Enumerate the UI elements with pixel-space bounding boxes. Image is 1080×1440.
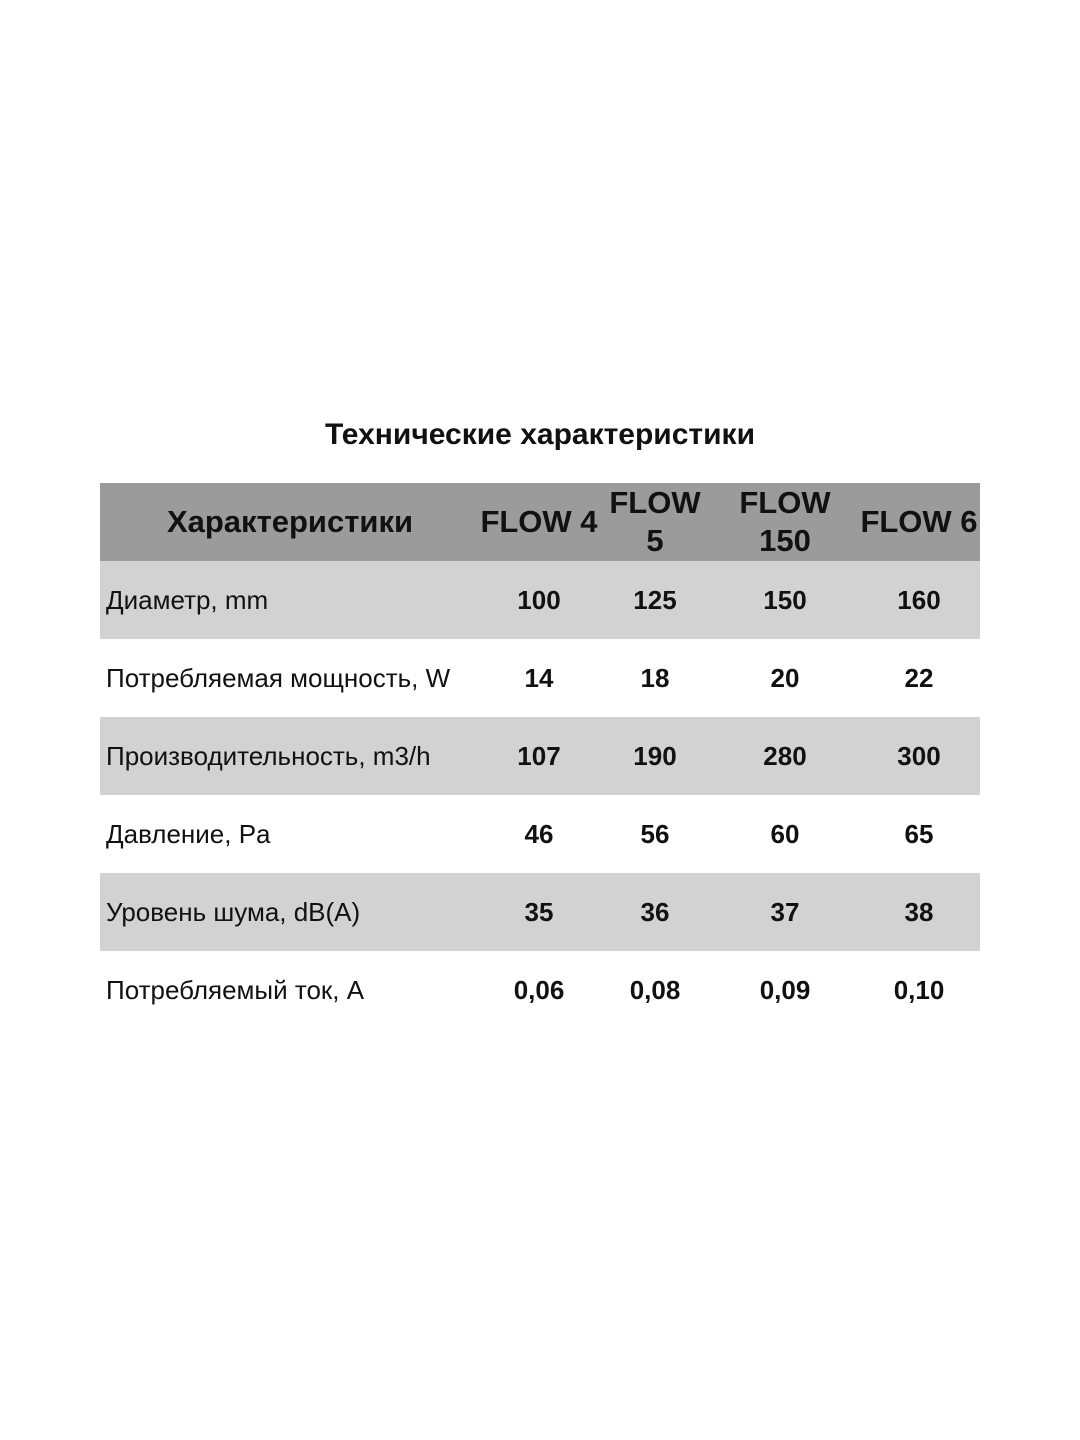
row-value: 22	[904, 662, 934, 693]
page-title: Технические характеристики	[324, 418, 756, 451]
row-value: 125	[633, 584, 677, 615]
row-label: Потребляемая мощность, W	[106, 663, 451, 693]
table-row	[100, 873, 980, 951]
row-value: 38	[904, 896, 934, 927]
row-value: 46	[524, 818, 554, 849]
table-header-row	[100, 483, 980, 561]
table-row	[100, 951, 980, 1029]
row-label: Производительность, m3/h	[106, 741, 431, 771]
row-value: 56	[640, 818, 670, 849]
row-value: 36	[640, 896, 670, 927]
table-row	[100, 795, 980, 873]
row-label: Уровень шума, dB(A)	[106, 897, 361, 927]
row-value: 160	[897, 584, 941, 615]
row-value: 280	[763, 740, 807, 771]
header-model: FLOW 5	[609, 485, 701, 558]
specs-table	[100, 483, 980, 1029]
row-value: 0,09	[759, 974, 811, 1005]
table-row	[100, 561, 980, 639]
row-value: 60	[770, 818, 800, 849]
row-value: 65	[904, 818, 934, 849]
row-value: 100	[517, 584, 561, 615]
row-value: 0,10	[893, 974, 945, 1005]
header-model: FLOW 150	[739, 485, 831, 558]
row-value: 18	[640, 662, 670, 693]
row-value: 0,08	[629, 974, 681, 1005]
header-label: Характеристики	[166, 504, 414, 539]
row-value: 150	[763, 584, 807, 615]
table-row	[100, 639, 980, 717]
row-value: 20	[770, 662, 800, 693]
row-value: 300	[897, 740, 941, 771]
row-value: 107	[517, 740, 561, 771]
row-value: 35	[524, 896, 554, 927]
row-label: Давление, Pa	[106, 819, 271, 849]
header-model: FLOW 4	[480, 504, 598, 539]
row-label: Диаметр, mm	[106, 585, 269, 615]
table-row	[100, 717, 980, 795]
row-value: 0,06	[513, 974, 565, 1005]
row-value: 190	[633, 740, 677, 771]
row-label: Потребляемый ток, A	[106, 975, 365, 1005]
row-value: 37	[770, 896, 800, 927]
row-value: 14	[524, 662, 554, 693]
header-model: FLOW 6	[860, 504, 978, 539]
